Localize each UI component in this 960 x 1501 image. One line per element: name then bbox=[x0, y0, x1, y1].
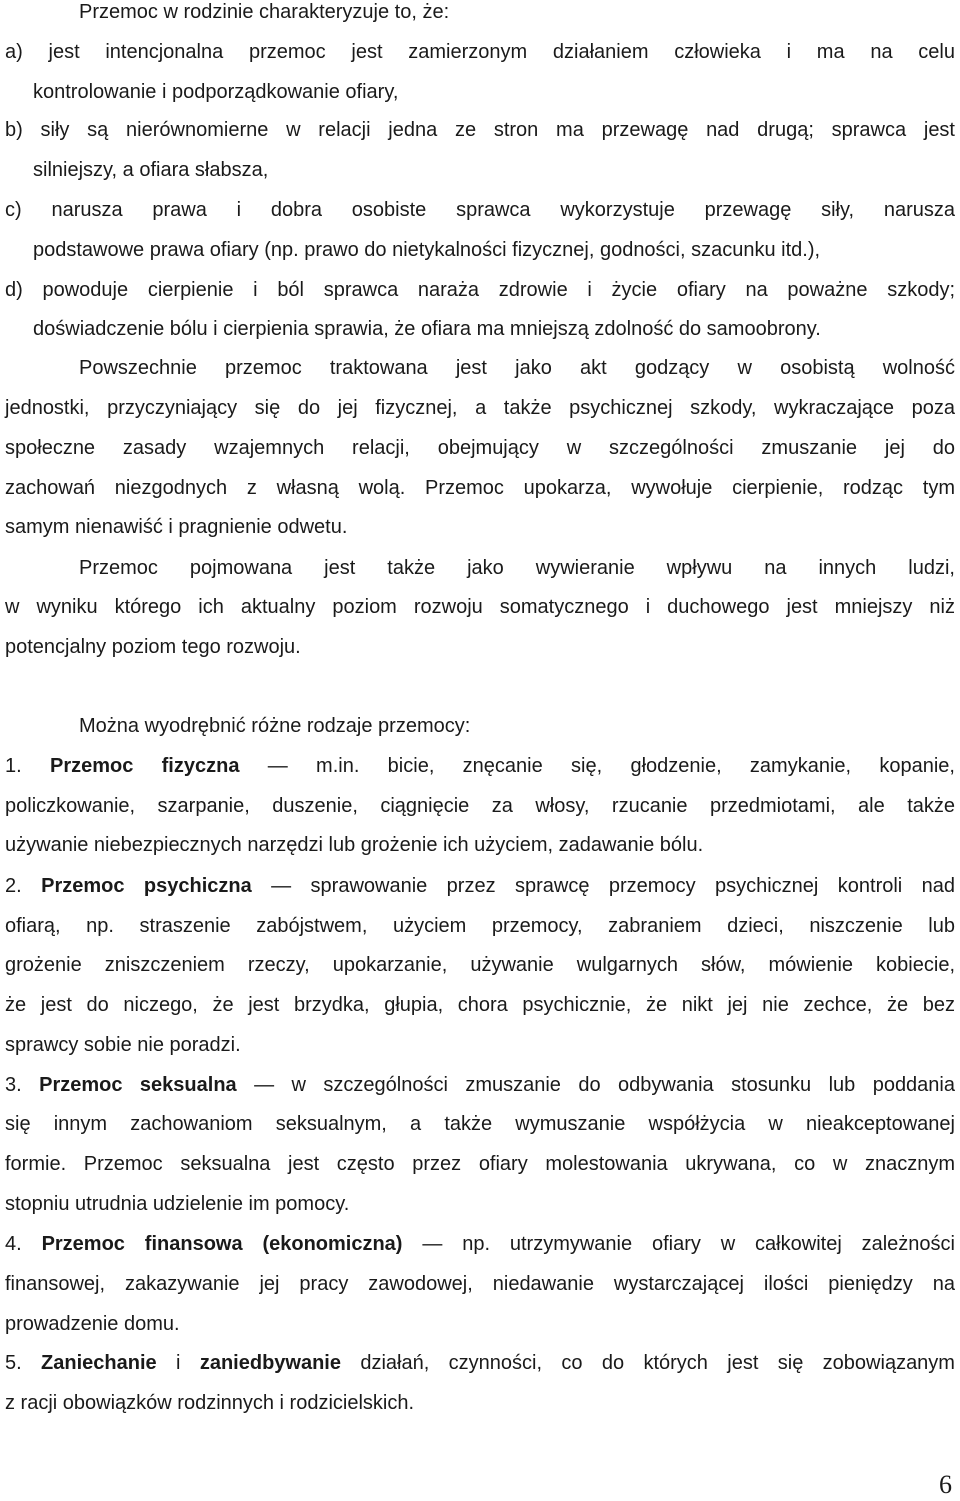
type-1-number: 1. bbox=[5, 755, 22, 777]
list-item-a: a) jest intencjonalna przemoc jest zamierzonym działaniem człowieka i ma na celu bbox=[5, 41, 955, 63]
type-4-name: Przemoc finansowa (ekonomiczna) bbox=[41, 1233, 403, 1255]
type-3-line-1: 3. Przemoc seksualna — w szczególności zmuszanie do odbywania stosunku lub poddania bbox=[5, 1074, 955, 1096]
type-5-description: działań, czynności, co do których jest się zobowiązanym bbox=[360, 1352, 955, 1374]
type-4-line-2: finansowej, zakazywanie jej pracy zawodowej, niedawanie wystarczającej ilości pieniędzy na bbox=[5, 1273, 955, 1295]
type-3-line-3: formie. Przemoc seksualna jest często przez ofiary molestowania ukrywana, co w znacznym bbox=[5, 1153, 955, 1175]
type-2-line-5: sprawcy sobie nie poradzi. bbox=[5, 1034, 241, 1056]
list-item-a-cont: kontrolowanie i podporządkowanie ofiary, bbox=[33, 81, 399, 103]
type-3-name: Przemoc seksualna bbox=[39, 1074, 237, 1096]
type-2-name: Przemoc psychiczna bbox=[41, 875, 252, 897]
paragraph-2-line-1: Przemoc pojmowana jest także jako wywieranie wpływu na innych ludzi, bbox=[79, 557, 955, 579]
list-item-d-cont: doświadczenie bólu i cierpienia sprawia, że ofiara ma mniejszą zdolność do samoobrony. bbox=[33, 318, 821, 340]
type-1-line-3: używanie niebezpiecznych narzędzi lub grożenie ich użyciem, zadawanie bólu. bbox=[5, 834, 704, 856]
paragraph-1-line-4: zachowań niezgodnych z własną wolą. Przemoc upokarza, wywołuje cierpienie, rodząc tym bbox=[5, 477, 955, 499]
type-1-line-2: policzkowanie, szarpanie, duszenie, ciągnięcie za włosy, rzucanie przedmiotami, ale także bbox=[5, 795, 955, 817]
type-4-number: 4. bbox=[5, 1233, 22, 1255]
type-3-line-2: się innym zachowaniom seksualnym, a także wymuszanie współżycia w nieakceptowanej bbox=[5, 1113, 955, 1135]
type-2-line-3: grożenie zniszczeniem rzeczy, upokarzanie, używanie wulgarnych słów, mówienie kobiecie, bbox=[5, 954, 955, 976]
type-3-number: 3. bbox=[5, 1074, 22, 1096]
list-item-b: b) siły są nierównomierne w relacji jedna ze stron ma przewagę nad drugą; sprawca jest bbox=[5, 119, 955, 141]
paragraph-1-line-5: samym nienawiść i pragnienie odwetu. bbox=[5, 516, 348, 538]
type-2-line-2: ofiarą, np. straszenie zabójstwem, użyciem przemocy, zabraniem dzieci, niszczenie lub bbox=[5, 915, 955, 937]
type-5-line-2: z racji obowiązków rodzinnych i rodzicielskich. bbox=[5, 1392, 415, 1414]
type-4-line-1: 4. Przemoc finansowa (ekonomiczna) — np. utrzymywanie ofiary w całkowitej zależności bbox=[5, 1233, 955, 1255]
paragraph-1-line-2: jednostki, przyczyniający się do jej fizycznej, a także psychicznej szkody, wykraczające poza bbox=[5, 397, 955, 419]
type-1-line-1: 1. Przemoc fizyczna — m.in. bicie, znęcanie się, głodzenie, zamykanie, kopanie, bbox=[5, 755, 955, 777]
intro-lead: Przemoc w rodzinie charakteryzuje to, że: bbox=[79, 1, 450, 23]
type-5-line-1 bbox=[5, 1343, 955, 1383]
type-1-name: Przemoc fizyczna bbox=[49, 755, 240, 777]
type-2-line-4: że jest do niczego, że jest brzydka, głupia, chora psychicznie, że nikt jej nie zechce, że bez bbox=[5, 994, 955, 1016]
type-5-conjunction: i bbox=[176, 1352, 181, 1374]
list-item-d: d) powoduje cierpienie i ból sprawca naraża zdrowie i życie ofiary na poważne szkody; bbox=[5, 279, 955, 301]
list-item-b-cont: silniejszy, a ofiara słabsza, bbox=[33, 159, 269, 181]
paragraph-2-line-3: potencjalny poziom tego rozwoju. bbox=[5, 636, 301, 658]
type-3-line-4: stopniu utrudnia udzielenie im pomocy. bbox=[5, 1193, 350, 1215]
type-1-description: m.in. bicie, znęcanie się, głodzenie, zamykanie, kopanie, bbox=[316, 755, 955, 777]
type-5-name-2: zaniedbywanie bbox=[199, 1352, 341, 1374]
paragraph-1-line-1: Powszechnie przemoc traktowana jest jako akt godzący w osobistą wolność bbox=[79, 357, 955, 379]
type-4-line-3: prowadzenie domu. bbox=[5, 1313, 180, 1335]
types-intro: Można wyodrębnić różne rodzaje przemocy: bbox=[79, 715, 471, 737]
type-3-description: w szczególności zmuszanie do odbywania stosunku lub poddania bbox=[291, 1074, 955, 1096]
type-4-description: np. utrzymywanie ofiary w całkowitej zależności bbox=[462, 1233, 955, 1255]
type-2-number: 2. bbox=[5, 875, 22, 897]
paragraph-2-line-2: w wyniku którego ich aktualny poziom rozwoju somatycznego i duchowego jest mniejszy niż bbox=[5, 596, 955, 618]
page-number: 6 bbox=[939, 1470, 952, 1499]
type-5-number: 5. bbox=[5, 1352, 22, 1374]
type-2-description: sprawowanie przez sprawcę przemocy psychicznej kontroli nad bbox=[310, 875, 956, 897]
paragraph-1-line-3: społeczne zasady wzajemnych relacji, obejmujący w szczególności zmuszanie jej do bbox=[5, 437, 955, 459]
list-item-c: c) narusza prawa i dobra osobiste sprawca wykorzystuje przewagę siły, narusza bbox=[5, 199, 955, 221]
type-2-line-1: 2. Przemoc psychiczna — sprawowanie przez sprawcę przemocy psychicznej kontroli nad bbox=[5, 875, 956, 897]
type-5-name-1: Zaniechanie bbox=[41, 1352, 157, 1374]
list-item-c-cont: podstawowe prawa ofiary (np. prawo do nietykalności fizycznej, godności, szacunku itd.), bbox=[33, 239, 821, 261]
